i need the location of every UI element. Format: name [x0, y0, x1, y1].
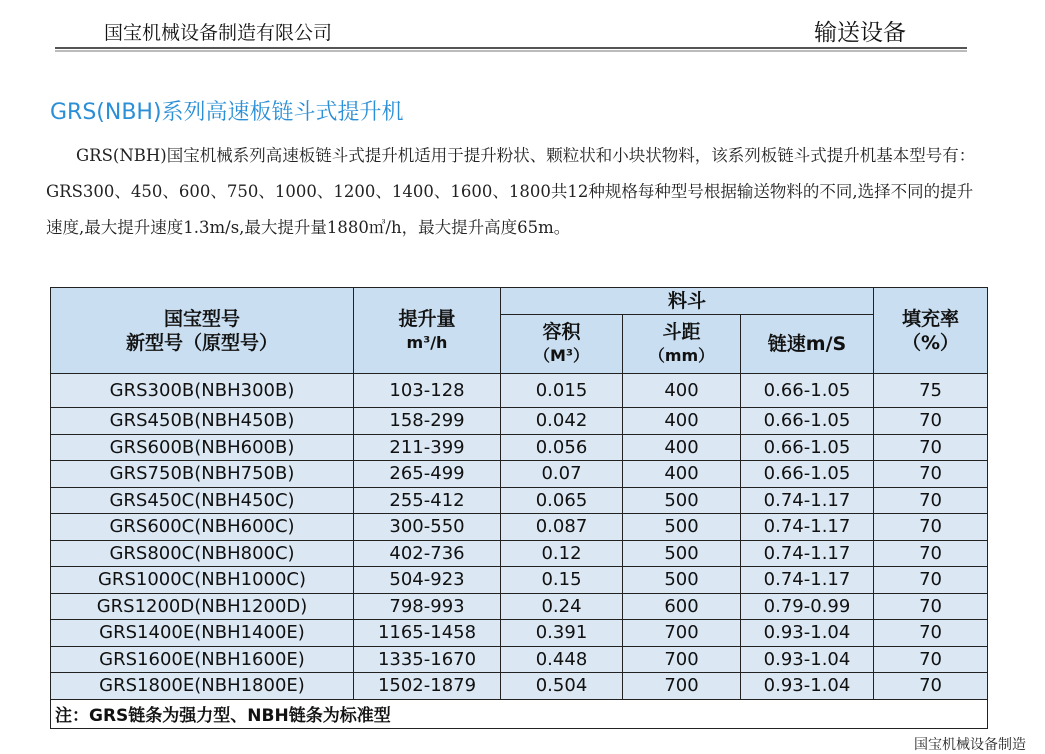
- cell-fill-rate: 70: [874, 673, 988, 700]
- table-row: [51, 673, 988, 700]
- header-pitch: [623, 315, 741, 374]
- cell-chain-speed: 0.66-1.05: [741, 408, 874, 435]
- table-row: [51, 540, 988, 567]
- cell-pitch: 400: [623, 374, 741, 408]
- cell-chain-speed: 0.93-1.04: [741, 620, 874, 647]
- header-capacity-unit: m³/h: [406, 332, 448, 352]
- cell-pitch: 600: [623, 593, 741, 620]
- cell-volume: 0.504: [501, 673, 623, 700]
- cell-fill-rate: 70: [874, 434, 988, 461]
- cell-capacity: 798-993: [354, 593, 501, 620]
- header-capacity: [354, 288, 501, 374]
- spec-table-header: [51, 288, 988, 374]
- cell-capacity: 300-550: [354, 514, 501, 541]
- table-row: [51, 514, 988, 541]
- cell-chain-speed: 0.66-1.05: [741, 374, 874, 408]
- cell-capacity: 265-499: [354, 461, 501, 488]
- table-row: [51, 620, 988, 647]
- cell-capacity: 158-299: [354, 408, 501, 435]
- cell-pitch: 700: [623, 673, 741, 700]
- table-row: [51, 461, 988, 488]
- cell-fill-rate: 70: [874, 646, 988, 673]
- cell-fill-rate: 70: [874, 408, 988, 435]
- header-volume: [501, 315, 623, 374]
- cell-pitch: 500: [623, 540, 741, 567]
- cell-chain-speed: 0.74-1.17: [741, 514, 874, 541]
- spec-table: [50, 287, 988, 729]
- cell-pitch: 500: [623, 487, 741, 514]
- cell-capacity: 402-736: [354, 540, 501, 567]
- header-company-name: 国宝机械设备制造有限公司: [104, 22, 333, 44]
- cell-fill-rate: 70: [874, 514, 988, 541]
- table-row: [51, 434, 988, 461]
- cell-model: GRS300B(NBH300B): [51, 374, 354, 408]
- header-chain-speed: 链速m/S: [741, 315, 874, 374]
- cell-pitch: 700: [623, 646, 741, 673]
- cell-model: GRS1800E(NBH1800E): [51, 673, 354, 700]
- cell-model: GRS1400E(NBH1400E): [51, 620, 354, 647]
- header-fill-unit: （%）: [901, 331, 960, 354]
- cell-fill-rate: 70: [874, 540, 988, 567]
- cell-fill-rate: 70: [874, 620, 988, 647]
- header-divider: [55, 47, 967, 49]
- table-row: [51, 374, 988, 408]
- cell-pitch: 400: [623, 408, 741, 435]
- cell-fill-rate: 70: [874, 487, 988, 514]
- cell-chain-speed: 0.93-1.04: [741, 646, 874, 673]
- page-title: GRS(NBH)系列高速板链斗式提升机: [50, 100, 404, 125]
- cell-capacity: 1502-1879: [354, 673, 501, 700]
- cell-model: GRS1600E(NBH1600E): [51, 646, 354, 673]
- cell-pitch: 500: [623, 514, 741, 541]
- header-pitch-label: 斗距: [662, 321, 701, 343]
- cell-volume: 0.15: [501, 567, 623, 594]
- table-row: [51, 567, 988, 594]
- cell-model: GRS1000C(NBH1000C): [51, 567, 354, 594]
- header-section-title: 输送设备: [814, 20, 906, 46]
- cell-fill-rate: 70: [874, 567, 988, 594]
- cell-capacity: 103-128: [354, 374, 501, 408]
- cell-chain-speed: 0.93-1.04: [741, 673, 874, 700]
- cell-capacity: 211-399: [354, 434, 501, 461]
- cell-chain-speed: 0.74-1.17: [741, 567, 874, 594]
- cell-model: GRS800C(NBH800C): [51, 540, 354, 567]
- cell-chain-speed: 0.66-1.05: [741, 461, 874, 488]
- cell-volume: 0.015: [501, 374, 623, 408]
- cell-model: GRS1200D(NBH1200D): [51, 593, 354, 620]
- cell-capacity: 255-412: [354, 487, 501, 514]
- cell-volume: 0.087: [501, 514, 623, 541]
- cell-model: GRS600C(NBH600C): [51, 514, 354, 541]
- header-fill-label: 填充率: [902, 307, 960, 330]
- cell-volume: 0.042: [501, 408, 623, 435]
- cell-pitch: 700: [623, 620, 741, 647]
- table-row: [51, 646, 988, 673]
- cell-volume: 0.24: [501, 593, 623, 620]
- header-capacity-label: 提升量: [398, 307, 456, 330]
- cell-volume: 0.065: [501, 487, 623, 514]
- cell-capacity: 1335-1670: [354, 646, 501, 673]
- table-row: [51, 487, 988, 514]
- cell-fill-rate: 70: [874, 461, 988, 488]
- intro-paragraph: GRS(NBH)国宝机械系列高速板链斗式提升机适用于提升粉状、颗粒状和小块状物料，该系列板链斗式提升机基本型号有：GRS300、450、600、750、1000、1200、1400、1600、1800共12种规格每种型号根据输送物料的不同,选择不同的提升速度,最大提升速度1.3m/s,最大提升量1880㎥/h，最大提升高度65m。: [46, 146, 976, 237]
- cell-pitch: 400: [623, 461, 741, 488]
- header-bucket-group: 料斗: [501, 288, 874, 315]
- table-row: [51, 408, 988, 435]
- header-model: [51, 288, 354, 374]
- cell-chain-speed: 0.74-1.17: [741, 487, 874, 514]
- cell-model: GRS600B(NBH600B): [51, 434, 354, 461]
- table-row: [51, 593, 988, 620]
- cell-model: GRS450C(NBH450C): [51, 487, 354, 514]
- cell-model: GRS450B(NBH450B): [51, 408, 354, 435]
- header-model-line2: 新型号（原型号）: [125, 331, 278, 354]
- cell-capacity: 504-923: [354, 567, 501, 594]
- header-volume-unit: （M³）: [534, 346, 589, 365]
- header-pitch-unit: （mm）: [648, 346, 715, 365]
- cell-volume: 0.07: [501, 461, 623, 488]
- cell-fill-rate: 70: [874, 593, 988, 620]
- cell-volume: 0.448: [501, 646, 623, 673]
- footer-company: 国宝机械设备制造: [914, 737, 1026, 753]
- cell-volume: 0.12: [501, 540, 623, 567]
- header-divider-shadow: [55, 50, 967, 52]
- cell-pitch: 500: [623, 567, 741, 594]
- cell-volume: 0.391: [501, 620, 623, 647]
- cell-pitch: 400: [623, 434, 741, 461]
- spec-table-body: [51, 374, 988, 700]
- cell-volume: 0.056: [501, 434, 623, 461]
- cell-chain-speed: 0.79-0.99: [741, 593, 874, 620]
- header-fill-rate: [874, 288, 988, 374]
- header-volume-label: 容积: [542, 321, 581, 343]
- header-model-line1: 国宝型号: [163, 307, 240, 330]
- cell-capacity: 1165-1458: [354, 620, 501, 647]
- cell-model: GRS750B(NBH750B): [51, 461, 354, 488]
- table-note: 注：GRS链条为强力型、NBH链条为标准型: [51, 699, 988, 728]
- cell-fill-rate: 75: [874, 374, 988, 408]
- cell-chain-speed: 0.66-1.05: [741, 434, 874, 461]
- cell-chain-speed: 0.74-1.17: [741, 540, 874, 567]
